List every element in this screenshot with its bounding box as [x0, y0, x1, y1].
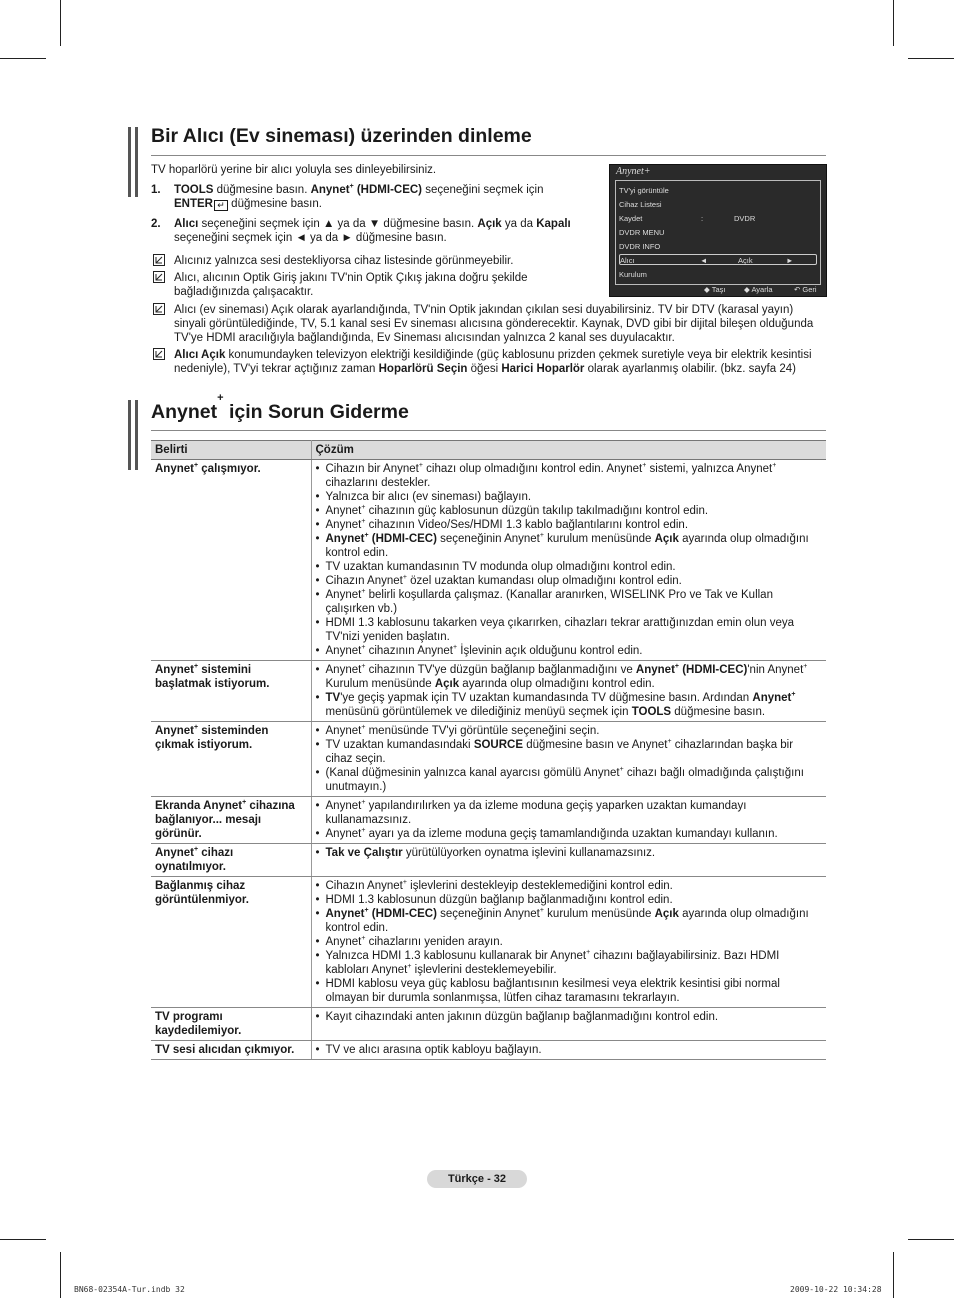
solution-cell	[311, 1041, 826, 1060]
menu-colon: :	[701, 214, 704, 223]
table-row	[151, 797, 826, 844]
solution-item: • Anynet+ (HDMI-CEC) seçeneğinin Anynet+ kurulum menüsünde Açık ayarında olup olmadığını kontrol edin.	[316, 532, 823, 560]
table-row	[151, 661, 826, 722]
crop-mark	[0, 1239, 46, 1240]
move-hint: ◆ Taşı	[704, 285, 726, 294]
menu-item-label: DVDR MENU	[619, 228, 665, 237]
solution-item: • TV uzaktan kumandasındaki SOURCE düğmesine basın ve Anynet+ cihazlarından başka bir cihaz seçin.	[316, 738, 823, 766]
section-marker	[128, 400, 138, 470]
symptom-cell: TV programı kaydedilemiyor.	[151, 1008, 311, 1041]
solution-item: • Cihazın Anynet+ özel uzaktan kumandası olup olmadığını kontrol edin.	[316, 574, 823, 588]
page-number: Türkçe - 32	[427, 1170, 527, 1188]
menu-item-label: TV'yi görüntüle	[619, 186, 669, 195]
header-symptom: Belirti	[151, 441, 311, 460]
menu-item	[619, 213, 817, 224]
menu-item-label: Kaydet	[619, 214, 643, 223]
solution-item: • Anynet+ yapılandırılırken ya da izleme moduna geçiş yaparken uzaktan kumandayı kullanamazsınız.	[316, 799, 823, 827]
symptom-cell: Anynet+ sisteminden çıkmak istiyorum.	[151, 722, 311, 797]
right-arrow-icon: ►	[786, 256, 794, 265]
note-icon	[153, 254, 165, 266]
table-row	[151, 1041, 826, 1060]
step-number: 1.	[151, 184, 161, 196]
intro-text: TV hoparlörü yerine bir alıcı yoluyla ses dinleyebilirsiniz.	[151, 164, 437, 176]
menu-item	[619, 241, 817, 252]
symptom-cell: Bağlanmış cihaz görüntülenmiyor.	[151, 877, 311, 1008]
section-title: Bir Alıcı (Ev sineması) üzerinden dinleme	[151, 125, 532, 147]
note-text: Alıcınız yalnızca sesi destekliyorsa cihaz listesinde görünmeyebilir.	[174, 255, 514, 267]
menu-item-label: Cihaz Listesi	[619, 200, 662, 209]
table-row	[151, 722, 826, 797]
print-date: 2009-10-22 10:34:28	[790, 1285, 882, 1294]
solution-item: • TV'ye geçiş yapmak için TV uzaktan kumandasında TV düğmesine basın. Ardından Anynet+ menüsünü görüntülemek ve dilediğiniz menüyü seçmek için TOOLS düğmesine basın.	[316, 691, 823, 719]
solution-item: • TV ve alıcı arasına optik kabloyu bağlayın.	[316, 1043, 823, 1057]
solution-cell	[311, 661, 826, 722]
menu-panel	[615, 180, 821, 285]
step-number: 2.	[151, 218, 161, 230]
solution-cell	[311, 844, 826, 877]
step-text: seçeneğini seçmek için ◄ ya da ► düğmesine basın.	[174, 232, 447, 244]
solution-cell	[311, 460, 826, 661]
menu-item	[619, 199, 817, 210]
section-marker	[128, 127, 138, 197]
menu-item-label: DVDR INFO	[619, 242, 661, 251]
tv-menu-screenshot	[609, 164, 827, 297]
solution-item: • Cihazın bir Anynet+ cihazı olup olmadığını kontrol edin. Anynet+ sistemi, yalnızca Anynet+ cihazlarını destekler.	[316, 462, 823, 490]
solution-item: • Anynet+ cihazlarını yeniden arayın.	[316, 935, 823, 949]
note-3	[151, 303, 831, 345]
step-text: TOOLS düğmesine basın. Anynet+ (HDMI-CEC) seçeneğini seçmek için	[174, 183, 544, 196]
solution-item: • Anynet+ cihazının güç kablosunun düzgün takılıp takılmadığını kontrol edin.	[316, 504, 823, 518]
step-text: ENTER ↵ düğmesine basın.	[174, 198, 322, 210]
note-icon	[153, 303, 165, 315]
note-2	[151, 271, 601, 299]
crop-mark	[908, 58, 954, 59]
solution-item: • Tak ve Çalıştır yürütülüyorken oynatma işlevini kullanamazsınız.	[316, 846, 823, 860]
symptom-cell: Anynet+ çalışmıyor.	[151, 460, 311, 661]
solution-item: • Anynet+ cihazının Anynet+ İşlevinin açık olduğunu kontrol edin.	[316, 644, 823, 658]
anynet-logo: Anynet+	[616, 166, 651, 177]
solution-item: • Anynet+ ayarı ya da izleme moduna geçiş tamamlandığında uzaktan kumandayı kullanın.	[316, 827, 823, 841]
symptom-cell: TV sesi alıcıdan çıkmıyor.	[151, 1041, 311, 1060]
back-hint: ↶ Geri	[794, 285, 817, 294]
crop-mark	[60, 1252, 61, 1298]
menu-item	[619, 269, 817, 280]
menu-item-value: DVDR	[734, 214, 756, 223]
title-part: Anynet	[151, 401, 218, 423]
solution-item: • Yalnızca bir alıcı (ev sineması) bağlayın.	[316, 490, 823, 504]
table-row	[151, 844, 826, 877]
troubleshooting-table	[151, 440, 826, 1060]
solution-item: • Anynet+ cihazının TV'ye düzgün bağlanıp bağlanmadığını ve Anynet+ (HDMI-CEC)'nin Anynet+ Kurulum menüsünde Açık ayarında olup olmadığını kontrol edin.	[316, 663, 823, 691]
note-text: Alıcı, alıcının Optik Giriş jakını TV'nin Optik Çıkış jakına doğru şekilde bağladığınızda çalışacaktır.	[174, 272, 528, 298]
left-arrow-icon: ◄	[700, 256, 708, 265]
solution-cell	[311, 722, 826, 797]
title-part: için Sorun Giderme	[223, 401, 409, 423]
crop-mark	[0, 58, 46, 59]
solution-item: • Anynet+ (HDMI-CEC) seçeneğinin Anynet+ kurulum menüsünde Açık ayarında olup olmadığını kontrol edin.	[316, 907, 823, 935]
solution-item: • (Kanal düğmesinin yalnızca kanal ayarcısı gömülü Anynet+ cihazı bağlı olmadığında çalıştığını unutmayın.)	[316, 766, 823, 794]
menu-item-label: Kurulum	[619, 270, 647, 279]
solution-item: • Anynet+ menüsünde TV'yi görüntüle seçeneğini seçin.	[316, 724, 823, 738]
solution-cell	[311, 877, 826, 1008]
solution-cell	[311, 797, 826, 844]
crop-mark	[908, 1239, 954, 1240]
crop-mark	[60, 0, 61, 46]
solution-item: • TV uzaktan kumandasının TV modunda olup olmadığını kontrol edin.	[316, 560, 823, 574]
print-file: BN68-02354A-Tur.indb 32	[74, 1285, 185, 1294]
solution-item: • Yalnızca HDMI 1.3 kablosunu kullanarak bir Anynet+ cihazını bağlayabilirsiniz. Bazı HDMI kabloları Anynet+ işlevlerini desteklemeyebilir.	[316, 949, 823, 977]
table-row	[151, 460, 826, 661]
solution-item: • Kayıt cihazındaki anten jakının düzgün bağlanıp bağlanmadığını kontrol edin.	[316, 1010, 823, 1024]
note-text: Alıcı Açık konumundayken televizyon elektriği kesildiğinde (güç kablosunu prizden çekmek suretiyle veya bir elektrik kesintisi nedeniyle), TV'yi tekrar açtığınız zaman Hoparlörü Seçin öğesi Harici Hoparlör olarak ayarlanmış olabilir. (bkz. sayfa 24)	[174, 349, 812, 375]
symptom-cell: Anynet+ sistemini başlatmak istiyorum.	[151, 661, 311, 722]
menu-item-selected	[619, 254, 817, 265]
solution-item: • HDMI 1.3 kablosunun düzgün bağlanıp bağlanmadığını kontrol edin.	[316, 893, 823, 907]
crop-mark	[893, 0, 894, 46]
note-4	[151, 348, 831, 376]
symptom-cell: Anynet+ cihazı oynatılmıyor.	[151, 844, 311, 877]
enter-icon: ↵	[214, 200, 228, 211]
menu-item	[619, 227, 817, 238]
solution-item: • HDMI kablosu veya güç kablosu bağlantısının kesilmesi veya elektrik kesintisi gibi normal olmayan bir durumla sonlanmışsa, lütfen cihaz taramasını tekrarlayın.	[316, 977, 823, 1005]
solution-item: • Anynet+ belirli koşullarda çalışmaz. (Kanallar aranırken, WISELINK Pro ve Tak ve Kullan çalışırken vb.)	[316, 588, 823, 616]
solution-item: • Cihazın Anynet+ işlevlerini destekleyip desteklemediğini kontrol edin.	[316, 879, 823, 893]
menu-item	[619, 185, 817, 196]
menu-item-label: Alıcı	[620, 256, 635, 265]
solution-item: • HDMI 1.3 kablosunu takarken veya çıkarırken, cihazları tekrar arattığınızdan emin olun veya TV'nizi yeniden başlatın.	[316, 616, 823, 644]
adjust-hint: ◆ Ayarla	[744, 285, 773, 294]
symptom-cell: Ekranda Anynet+ cihazına bağlanıyor... mesajı görünür.	[151, 797, 311, 844]
section-title	[151, 392, 409, 424]
table-row	[151, 1008, 826, 1041]
solution-cell	[311, 1008, 826, 1041]
step-1	[151, 183, 591, 211]
note-icon	[153, 271, 165, 283]
solution-item: • Anynet+ cihazının Video/Ses/HDMI 1.3 kablo bağlantılarını kontrol edin.	[316, 518, 823, 532]
note-icon	[153, 348, 165, 360]
table-row	[151, 877, 826, 1008]
title-sup: +	[217, 392, 224, 404]
table-header	[151, 441, 826, 460]
title-rule	[151, 430, 826, 431]
title-rule	[151, 155, 826, 156]
note-1	[151, 254, 601, 268]
crop-mark	[893, 1252, 894, 1298]
step-text: Alıcı seçeneğini seçmek için ▲ ya da ▼ düğmesine basın. Açık ya da Kapalı	[174, 218, 571, 230]
header-solution: Çözüm	[311, 441, 826, 460]
note-text: Alıcı (ev sineması) Açık olarak ayarlandığında, TV'nin Optik jakından çıkılan sesi duyabilirsiniz. TV bir DTV (karasal yayın) sinyali görüntülediğinde, TV, 5.1 kanal sesi Ev sineması alıcısına gönderecektir. Kaynak, DVD gibi bir dijital bileşen olduğunda TV'ye HDMI aracılığıyla bağlandığında, Ev Sineması alıcısından yalnızca 2 kanal ses duyulacaktır.	[174, 304, 814, 344]
menu-item-value: Açık	[738, 256, 753, 265]
step-2	[151, 217, 591, 245]
